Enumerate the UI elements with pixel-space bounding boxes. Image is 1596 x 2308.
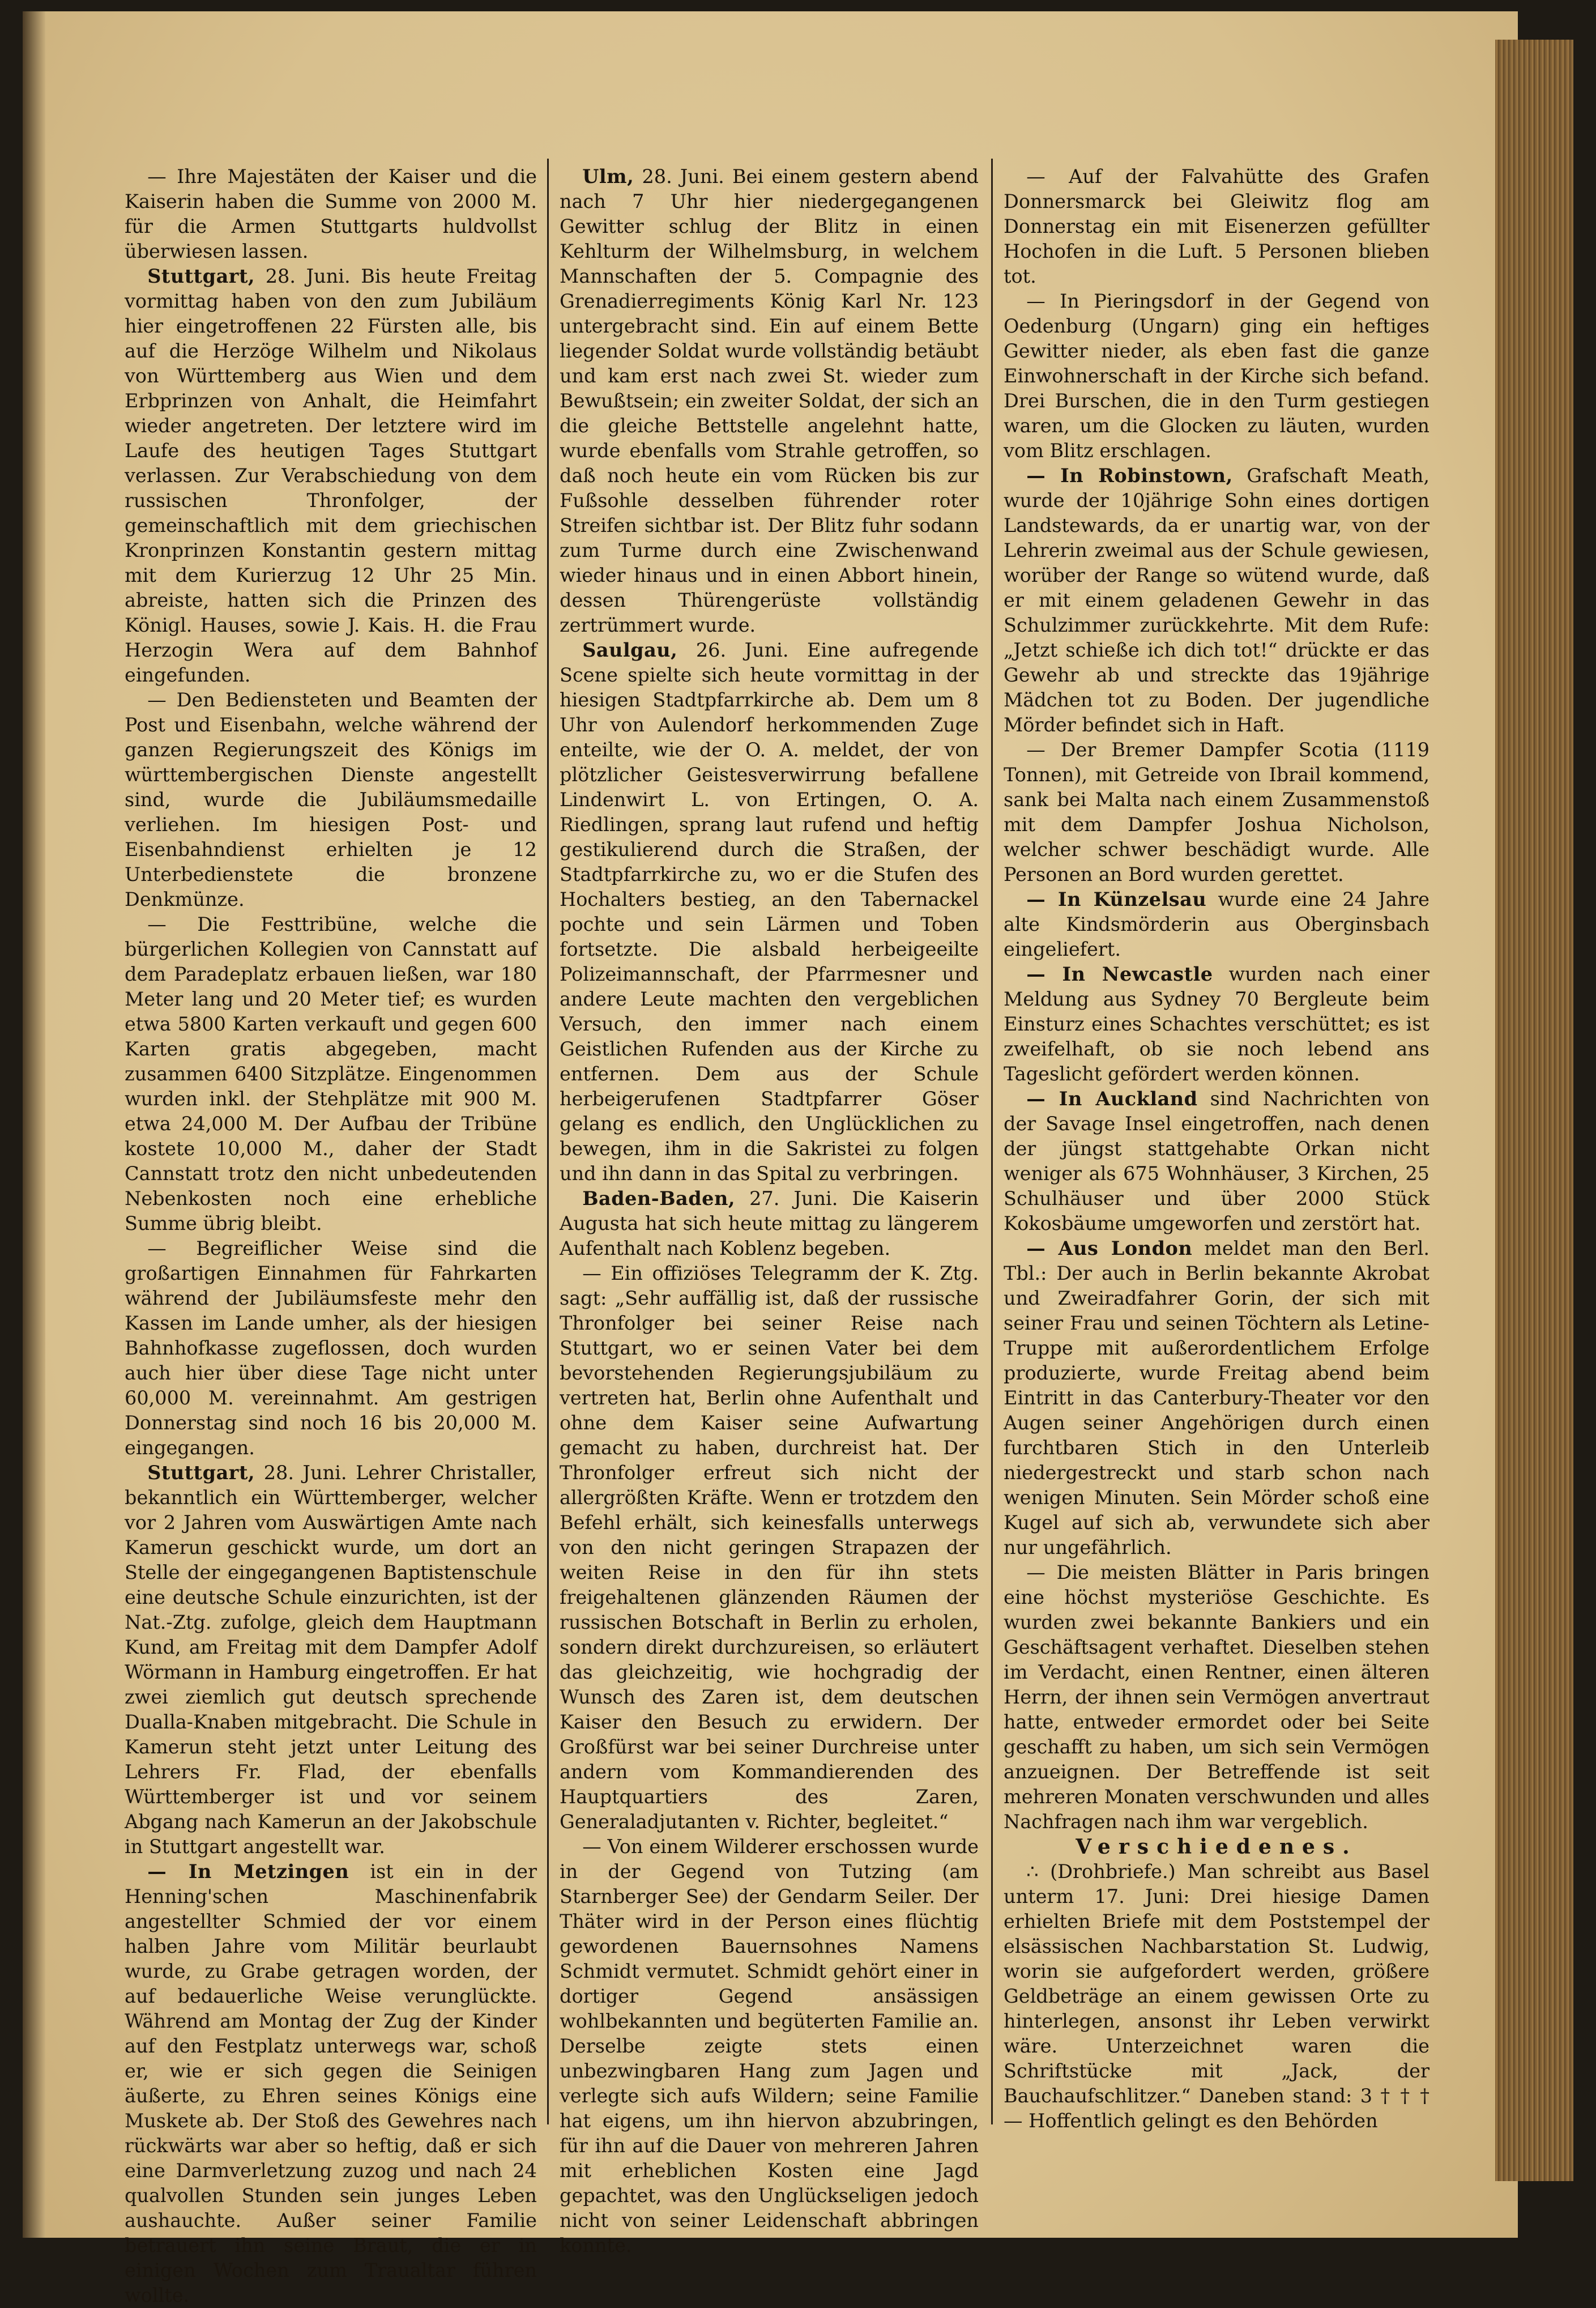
article-paragraph <box>1004 962 1429 1087</box>
article-text: wurden nach einer Meldung aus Sydney 70 Bergleute beim Einsturz eines Schachtes verschüttet; es ist zweifelhaft, ob sie noch lebend ans Tageslicht gefördert werden können. <box>1004 963 1430 1085</box>
article-text: 27. Juni. Die Kaiserin Augusta hat sich heute mittag zu längerem Aufenthalt nach Koblenz begeben. <box>560 1187 979 1259</box>
article-text: 28. Juni. Lehrer Christaller, bekanntlich ein Württemberger, welcher vor 2 Jahren vom Auswärtigen Amte nach Kamerun geschickt wurde, um dort an Stelle der eingegangenen Baptistenschule eine deutsche Schule einzurichten, ist der Nat.-Ztg. zufolge, gleich dem Hauptmann Kund, am Freitag mit dem Dampfer Adolf Wörmann in Hamburg eingetroffen. Er hat zwei ziemlich gut deutsch sprechende Dualla-Knaben mitgebracht. Die Schule in Kamerun steht jetzt unter Leitung des Lehrers Fr. Flad, der ebenfalls Württemberger ist und vor seinem Abgang nach Kamerun an der Jakobschule in Stuttgart angestellt war. <box>125 1462 537 1858</box>
column-rule-2 <box>991 159 993 2124</box>
article-paragraph <box>125 1460 537 1859</box>
article-text: 26. Juni. Eine aufregende Scene spielte sich heute vormittag in der hiesigen Stadtpfarrkirche ab. Dem um 8 Uhr von Aulendorf herkommenden Zuge enteilte, wie der O. A. meldet, der von plötzlicher Geistesverwirrung befallene Lindenwirt L. von Ertingen, O. A. Riedlingen, sprang laut rufend und heftig gestikulierend durch die Straßen, der Stadtpfarrkirche zu, wo er die Stufen des Hochalters bestieg, an den Tabernackel pochte und sein Lärmen und Toben fortsetzte. Die alsbald herbeigeeilte Polizeimannschaft, der Pfarrmesner und andere Leute machten den vergeblichen Versuch, den immer nach einem Geistlichen Rufenden aus der Kirche zu entfernen. Dem aus der Schule herbeigerufenen Stadtpfarrer Göser gelang es endlich, den Unglücklichen zu bewegen, ihm in die Sakristei zu folgen und ihn dann in das Spital zu verbringen. <box>560 639 979 1185</box>
article-paragraph <box>1004 1236 1429 1560</box>
article-text: 28. Juni. Bei einem gestern abend nach 7 Uhr hier niedergegangenen Gewitter schlug der Blitz in einen Kehlturm der Wilhelmsburg, in welchem Mannschaften der 5. Compagnie des Grenadierregiments König Karl Nr. 123 untergebracht sind. Ein auf einem Bette liegender Soldat wurde vollständig betäubt und kam erst nach zwei St. wieder zum Bewußtsein; ein zweiter Soldat, der sich an die gleiche Bettstelle angelehnt hatte, wurde ebenfalls vom Strahle getroffen, so daß noch heute ein vom Rücken bis zur Fußsohle desselben führender roter Streifen sichtbar ist. Der Blitz fuhr sodann zum Turme durch eine Zwischenwand wieder hinaus und in einen Abbort hinein, dessen Thürengerüste vollständig zertrümmert wurde. <box>560 165 979 636</box>
column-3-news <box>1004 164 1429 1834</box>
article-paragraph <box>560 1186 979 1261</box>
article-paragraph <box>125 264 537 688</box>
binding-shadow <box>23 11 45 2238</box>
article-paragraph <box>125 688 537 912</box>
article-paragraph <box>125 1859 537 2308</box>
column-1 <box>125 164 537 2306</box>
article-text: — Den Bediensteten und Beamten der Post und Eisenbahn, welche während der ganzen Regierungszeit des Königs im württembergischen Dienste angestellt sind, wurde die Jubiläumsmedaille verliehen. Im hiesigen Post- und Eisenbahndienst erhielten je 12 Unterbedienstete die bronzene Denkmünze. <box>125 689 537 910</box>
article-text: — Der Bremer Dampfer Scotia (1119 Tonnen), mit Getreide von Ibrail kommend, sank bei Malta nach einem Zusammenstoß mit dem Dampfer Joshua Nicholson, welcher schwer beschädigt wurde. Alle Personen an Bord wurden gerettet. <box>1004 739 1429 885</box>
article-paragraph <box>125 164 537 264</box>
article-text: — Auf der Falvahütte des Grafen Donnersmarck bei Gleiwitz flog am Donnerstag ein mit Eisenerzen gefüllter Hochofen in die Luft. 5 Personen blieben tot. <box>1004 165 1429 287</box>
article-paragraph <box>560 164 979 638</box>
article-paragraph <box>125 912 537 1236</box>
article-dateline: — In Metzingen <box>147 1860 349 1883</box>
article-text: — Ihre Majestäten der Kaiser und die Kaiserin haben die Summe von 2000 M. für die Armen Stuttgarts huldvollst überwiesen lassen. <box>125 165 537 262</box>
article-text: — Von einem Wilderer erschossen wurde in der Gegend von Tutzing (am Starnberger See) der Gendarm Seiler. Der Thäter wird in der Person eines flüchtig gewordenen Bauernsohnes Namens Schmidt vermutet. Schmidt gehört einer in dortiger Gegend ansässigen wohlbekannten und begüterten Familie an. Derselbe zeigte stets einen unbezwingbaren Hang zum Jagen und verlegte sich aufs Wildern; seine Familie hat eigens, um ihn hiervon abzubringen, für ihn auf die Dauer von mehreren Jahren mit erheblichen Kosten eine Jagd gepachtet, was den Unglückseligen jedoch nicht von seiner Leidenschaft abbringen konnte. <box>560 1836 979 2256</box>
article-paragraph <box>560 1261 979 1834</box>
article-text: wurde eine 24 Jahre alte Kindsmörderin aus Oberginsbach eingeliefert. <box>1004 888 1429 960</box>
section-heading: Verschiedenes. <box>1076 1835 1358 1859</box>
column-rule-1 <box>547 159 549 2124</box>
article-paragraph <box>1004 1859 1429 2134</box>
article-text: — In Pieringsdorf in der Gegend von Oedenburg (Ungarn) ging ein heftiges Gewitter nieder, als eben fast die ganze Einwohnerschaft in der Kirche sich befand. Drei Burschen, die in den Turm gestiegen waren, um die Glocken zu läuten, wurden vom Blitz erschlagen. <box>1004 290 1429 462</box>
article-paragraph <box>1004 1560 1429 1834</box>
book-page-edges <box>1495 40 1573 2181</box>
article-text: — Die meisten Blätter in Paris bringen eine höchst mysteriöse Geschichte. Es wurden zwei bekannte Bankiers und ein Geschäftsagent verhaftet. Dieselben stehen im Verdacht, einen Rentner, einen älteren Herrn, der ihnen sein Vermögen anvertraut hatte, entweder ermordet oder bei Seite geschafft zu haben, um sich sein Vermögen anzueignen. Der Betreffende ist seit mehreren Monaten verschwunden und alles Nachfragen nach ihm war vergeblich. <box>1004 1561 1429 1833</box>
article-text: 28. Juni. Bis heute Freitag vormittag haben von den zum Jubiläum hier eingetroffenen 22 Fürsten alle, bis auf die Herzöge Wilhelm und Nikolaus von Württemberg aus Wien und dem Erbprinzen von Anhalt, die Heimfahrt wieder angetreten. Der letztere wird im Laufe des heutigen Tages Stuttgart verlassen. Zur Verabschiedung von dem russischen Thronfolger, der gemeinschaftlich mit dem griechischen Kronprinzen Konstantin gestern mittag mit dem Kurierzug 12 Uhr 25 Min. abreiste, hatten sich die Prinzen des Königl. Hauses, sowie J. Kais. H. die Frau Herzogin Wera auf dem Bahnhof eingefunden. <box>125 265 537 686</box>
article-text: — Die Festtribüne, welche die bürgerlichen Kollegien von Cannstatt auf dem Paradeplatz erbauen ließen, war 180 Meter lang und 20 Meter tief; es wurden etwa 5800 Karten verkauft und gegen 600 Karten gratis abgegeben, macht zusammen 6400 Sitzplätze. Eingenommen wurden inkl. der Stehplätze mit 900 M. etwa 24,000 M. Der Aufbau der Tribüne kostete 10,000 M., daher der Stadt Cannstatt trotz den nicht unbedeutenden Nebenkosten noch eine erhebliche Summe übrig bleibt. <box>125 913 537 1234</box>
article-paragraph <box>1004 164 1429 289</box>
article-text: — Ein offiziöses Telegramm der K. Ztg. sagt: „Sehr auffällig ist, daß der russische Thronfolger bei seiner Reise nach Stuttgart, wo er seinen Vater bei dem bevorstehenden Regierungsjubiläum zu vertreten hat, Berlin ohne Aufenthalt und ohne dem Kaiser seine Aufwartung gemacht zu haben, durchreist hat. Der Thronfolger erfreut sich nicht der allergrößten Kräfte. Wenn er trotzdem den Befehl erhält, sich keinesfalls unterwegs von den nicht geringen Strapazen der weiten Reise in den für ihn stets freigehaltenen glänzenden Räumen der russischen Botschaft in Berlin zu erholen, sondern direkt durchzureisen, so erläutert das gleichzeitig, wie hochgradig der Wunsch des Zaren ist, dem deutschen Kaiser den Besuch zu erwidern. Der Großfürst war bei seiner Durchreise unter andern vom Kommandierenden des Hauptquartiers des Zaren, Generaladjutanten v. Richter, begleitet.“ <box>560 1262 979 1833</box>
article-dateline: — Aus London <box>1026 1237 1193 1259</box>
article-dateline: — In Newcastle <box>1026 963 1213 985</box>
article-dateline: — In Robinstown, <box>1026 465 1233 487</box>
article-text: ∴ (Drohbriefe.) Man schreibt aus Basel unterm 17. Juni: Drei hiesige Damen erhielten Briefe mit dem Poststempel der elsässischen Nachbarstation St. Ludwig, worin sie aufgefordert werden, größere Geldbeträge an einem gewissen Orte zu hinterlegen, ansonst ihr Leben verwirkt wäre. Unterzeichnet waren die Schriftstücke mit „Jack, der Bauchaufschlitzer.“ Daneben stand: 3 † † † — Hoffentlich gelingt es den Behörden <box>1004 1860 1429 2132</box>
article-text: ist ein in der Henning'schen Maschinenfabrik angestellter Schmied der vor einem halben Jahre vom Militär beurlaubt wurde, zu Grabe getragen worden, der auf bedauerliche Weise verunglückte. Während am Montag der Zug der Kinder auf den Festplatz unterwegs war, schoß er, wie er sich gegen die Seinigen äußerte, zu Ehren seines Königs eine Muskete ab. Der Stoß des Gewehres nach rückwärts war aber so heftig, daß er sich eine Darmverletzung zuzog und nach 24 qualvollen Stunden sein junges Leben aushauchte. Außer seiner Familie betrauert ihn seine Braut, die er in einigen Wochen zum Traualtar führen wollte. <box>125 1860 537 2306</box>
article-paragraph <box>560 638 979 1186</box>
article-dateline: — In Künzelsau <box>1026 888 1207 910</box>
article-paragraph <box>1004 887 1429 962</box>
article-text: meldet man den Berl. Tbl.: Der auch in Berlin bekannte Akrobat und Zweiradfahrer Gorin, der sich mit seiner Frau und seinen Töchtern als Letine-Truppe mit außerordentlichem Erfolge produzierte, wurde Freitag abend beim Eintritt in das Canterbury-Theater vor den Augen seiner Angehörigen durch einen furchtbaren Stich in den Unterleib niedergestreckt und starb schon nach wenigen Minuten. Sein Mörder schoß eine Kugel auf sich ab, verwundete sich aber nur ungefährlich. <box>1004 1237 1430 1558</box>
article-dateline: Baden-Baden, <box>582 1187 735 1210</box>
article-paragraph <box>125 1236 537 1460</box>
article-dateline: — In Auckland <box>1026 1088 1198 1110</box>
article-paragraph <box>1004 289 1429 463</box>
article-paragraph <box>1004 738 1429 887</box>
article-paragraph <box>1004 1087 1429 1236</box>
article-dateline: Stuttgart, <box>147 265 255 287</box>
article-dateline: Saulgau, <box>582 639 678 661</box>
column-3 <box>1004 164 1430 2132</box>
column-3-miscellaneous <box>1004 1859 1429 2134</box>
newspaper-page <box>23 11 1518 2306</box>
article-paragraph <box>560 1834 979 2258</box>
article-paragraph <box>1004 463 1429 738</box>
article-text: sind Nachrichten von der Savage Insel eingetroffen, nach denen der jüngst stattgehabte Orkan nicht weniger als 675 Wohnhäuser, 3 Kirchen, 25 Schulhäuser und über 2000 Stück Kokosbäume umgeworfen und zerstört hat. <box>1004 1088 1429 1234</box>
article-dateline: Stuttgart, <box>147 1462 255 1484</box>
article-text: Grafschaft Meath, wurde der 10jährige Sohn eines dortigen Landstewards, da er unartig war, von der Lehrerin zweimal aus der Schule gewiesen, worüber der Range so wütend wurde, daß er mit einem geladenen Gewehr in das Schulzimmer zurückkehrte. Mit dem Rufe: „Jetzt schieße ich dich tot!“ drückte er das Gewehr ab und streckte das 19jährige Mädchen tot zu Boden. Der jugendliche Mörder befindet sich in Haft. <box>1004 465 1429 736</box>
article-text: — Begreiflicher Weise sind die großartigen Einnahmen für Fahrkarten während der Jubiläumsfeste mehr den Kassen im Lande umher, als der hiesigen Bahnhofkasse zugeflossen, doch wurden auch hier über diese Tage nicht unter 60,000 M. vereinnahmt. Am gestrigen Donnerstag sind noch 16 bis 20,000 M. eingegangen. <box>125 1237 537 1459</box>
article-dateline: Ulm, <box>582 165 634 188</box>
column-2 <box>560 164 979 2256</box>
